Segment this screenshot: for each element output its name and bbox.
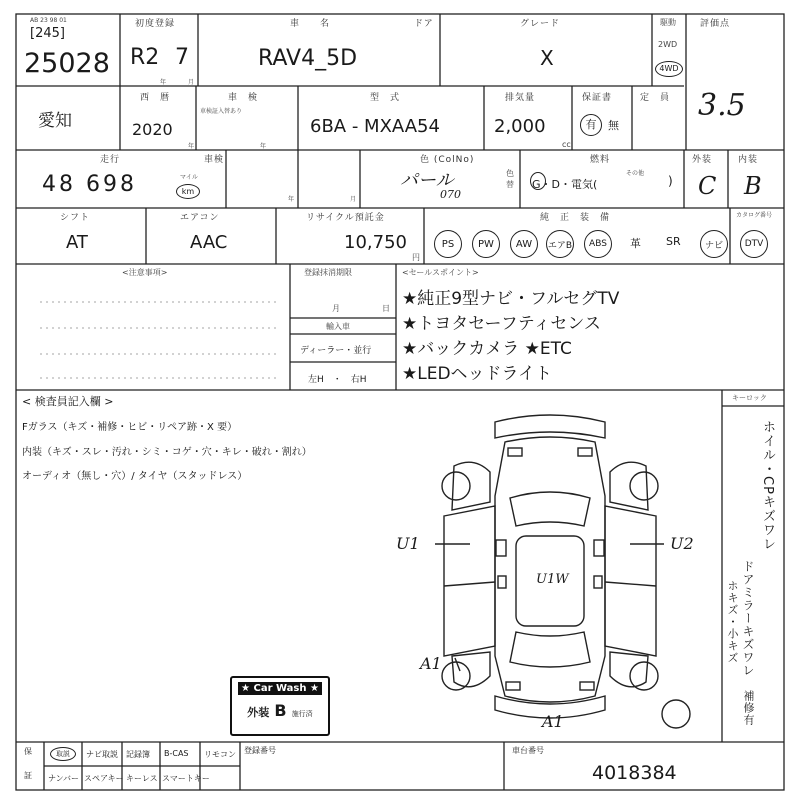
equip-dtv: DTV <box>740 230 768 258</box>
keylock-label: キーロック <box>732 394 767 402</box>
drive-label: 駆動 <box>660 18 676 27</box>
deadline-month-unit: 月 <box>332 304 340 313</box>
mark-a1-left: A1 <box>420 654 442 673</box>
chassis-number: 4018384 <box>592 762 677 784</box>
drive-2wd: 2WD <box>658 40 678 49</box>
inspection-line-3: オーディオ（無し・穴）/ タイヤ（スタッドレス） <box>22 471 248 482</box>
carwash-body <box>232 701 328 720</box>
inspection-line-2: 内装（キズ・スレ・汚れ・シミ・コゲ・穴・キレ・破れ・割れ） <box>22 447 312 458</box>
recycle-label: リサイクル預託金 <box>306 213 385 223</box>
fuel-label: 燃料 <box>590 155 611 165</box>
equip-sunroof: SR <box>666 235 681 248</box>
mileage-label: 走行 <box>100 155 121 165</box>
bottom-bcas: B-CAS <box>164 749 189 758</box>
year-unit: 年 <box>160 79 167 86</box>
warranty-yes-circled: 有 <box>580 114 602 136</box>
door-label: ドア <box>414 19 434 29</box>
color-label: 色 (ColNo) <box>420 155 475 165</box>
color-change-label: 色替 <box>506 169 514 189</box>
fuel-other: その他 <box>626 170 645 177</box>
fuel-options: G・D・電気( <box>532 178 598 191</box>
carwash-body-grade: B <box>274 701 287 720</box>
bottom-plate: ナンバー <box>48 774 80 783</box>
side-text-2: ドアミラーキズワレ <box>741 560 755 677</box>
chassis-label: 車台番号 <box>512 746 544 755</box>
carwash-stamp <box>230 676 330 736</box>
grade-label: グレード <box>520 19 561 29</box>
model-code: 6BA - MXAA54 <box>310 116 440 137</box>
interior-grade: B <box>744 172 762 200</box>
model-code-label: 型 式 <box>370 93 401 103</box>
sales-point-4: ★LEDヘッドライト <box>402 364 553 384</box>
inspection-title: < 検査員記入欄 > <box>22 395 114 408</box>
score-label: 評価点 <box>700 19 731 29</box>
reg-month: 7 <box>175 45 189 70</box>
mile-unit: マイル <box>180 174 198 181</box>
carwash-body-suffix: 施行済 <box>291 710 313 718</box>
carwash-body-prefix: 外装 <box>247 706 270 719</box>
bottom-smart-key: スマートキー <box>162 774 210 783</box>
shift-value: AT <box>66 232 88 253</box>
side-text-4: 補修有 <box>742 690 755 726</box>
equip-leather: 革 <box>630 237 641 250</box>
bottom-record-book: 記録簿 <box>126 750 150 759</box>
lot-number: 25028 <box>24 48 110 79</box>
inspection-line-1: Fガラス（キズ・補修・ヒビ・リペア跡・X 要） <box>22 422 238 433</box>
sales-point-3: ★バックカメラ ★ETC <box>402 339 572 359</box>
mileage-value: 48 698 <box>42 172 137 197</box>
model-label: 車 名 <box>290 19 331 29</box>
car-diagram <box>400 406 700 736</box>
reg-era: R2 <box>130 45 160 70</box>
km-unit-circled: km <box>176 184 200 199</box>
inspection-label: 車検 <box>204 155 225 165</box>
equip-navi: ナビ <box>700 230 728 258</box>
mark-u1w: U1W <box>536 572 569 587</box>
sales-label: <セールスポイント> <box>402 268 479 277</box>
mark-u2: U2 <box>670 534 694 553</box>
steering-label: 左H ・ 右H <box>308 375 367 385</box>
inspection-year-unit: 年 <box>288 196 295 203</box>
lot-prefix: [245] <box>30 26 65 41</box>
cc-unit: cc <box>562 140 571 149</box>
sales-point-1: ★純正9型ナビ・フルセグTV <box>402 289 620 309</box>
equipment-label: 純 正 装 備 <box>540 213 611 223</box>
fuel-close-paren: ) <box>668 174 673 188</box>
bottom-keyless: キーレス <box>126 774 158 783</box>
bottom-spare-key: スペアキー <box>84 774 124 783</box>
inspection-month-unit: 月 <box>350 196 357 203</box>
mark-a1-bottom: A1 <box>542 712 564 731</box>
equip-airbag: エアB <box>546 230 574 258</box>
grade-value: X <box>540 46 554 70</box>
capacity-label: 定 員 <box>640 93 671 103</box>
equip-abs: ABS <box>584 230 612 258</box>
equip-aw: AW <box>510 230 538 258</box>
shift-label: シフト <box>60 213 91 223</box>
import-label: 輸入車 <box>326 322 350 331</box>
recycle-value: 10,750 <box>344 232 407 253</box>
sales-point-2: ★トヨタセーフティセンス <box>402 314 601 334</box>
model-year: 2020 <box>132 120 173 139</box>
side-text-3: ホキズ・小キズ <box>726 580 739 664</box>
form-code: AB 23 98 01 <box>30 17 67 24</box>
mark-u1: U1 <box>396 534 420 553</box>
score-value: 3.5 <box>698 88 746 123</box>
month-unit: 月 <box>188 79 195 86</box>
interior-label: 内装 <box>738 155 759 165</box>
caution-label: <注意事項> <box>122 268 168 277</box>
reg-number-label: 登録番号 <box>244 746 276 755</box>
bottom-remote: リモコン <box>204 750 236 759</box>
color-value: パール <box>400 170 454 191</box>
year-unit-2: 年 <box>188 143 195 150</box>
shaken-note: 車検証入替あり <box>200 108 243 115</box>
shaken-label: 車 検 <box>228 93 259 103</box>
ac-label: エアコン <box>180 213 220 223</box>
yen-unit: 円 <box>412 253 420 262</box>
shaken-year-unit: 年 <box>260 143 267 150</box>
model-name: RAV4_5D <box>258 46 358 71</box>
reg-date-label: 初度登録 <box>135 19 176 29</box>
warranty-no: 無 <box>608 119 619 132</box>
bottom-manual-circled: 取説 <box>50 747 76 761</box>
camera-label: カタログ番号 <box>736 212 773 219</box>
displacement: 2,000 <box>494 116 546 137</box>
carwash-title: ★ Car Wash ★ <box>238 682 322 695</box>
fuel-gasoline-circle <box>530 172 546 190</box>
deadline-day-unit: 日 <box>382 304 390 313</box>
location: 愛知 <box>38 111 72 131</box>
drive-4wd-circled: 4WD <box>655 61 683 77</box>
year-label: 西 暦 <box>140 93 171 103</box>
ac-value: AAC <box>190 232 228 253</box>
side-text-1: ホイル・CPキズワレ <box>760 420 775 551</box>
exterior-label: 外装 <box>692 155 713 165</box>
bottom-side-label-1: 保 <box>24 747 32 756</box>
color-number: 070 <box>440 188 461 201</box>
exterior-grade: C <box>698 172 717 200</box>
warranty-label: 保証書 <box>582 93 613 103</box>
bottom-navi-manual: ナビ取説 <box>86 750 118 759</box>
equip-ps: PS <box>434 230 462 258</box>
deadline-label: 登録抹消期限 <box>304 268 352 277</box>
bottom-side-label-2: 証 <box>24 771 32 780</box>
dealer-label: ディーラー・並行 <box>300 346 372 356</box>
displacement-label: 排気量 <box>505 93 536 103</box>
equip-pw: PW <box>472 230 500 258</box>
